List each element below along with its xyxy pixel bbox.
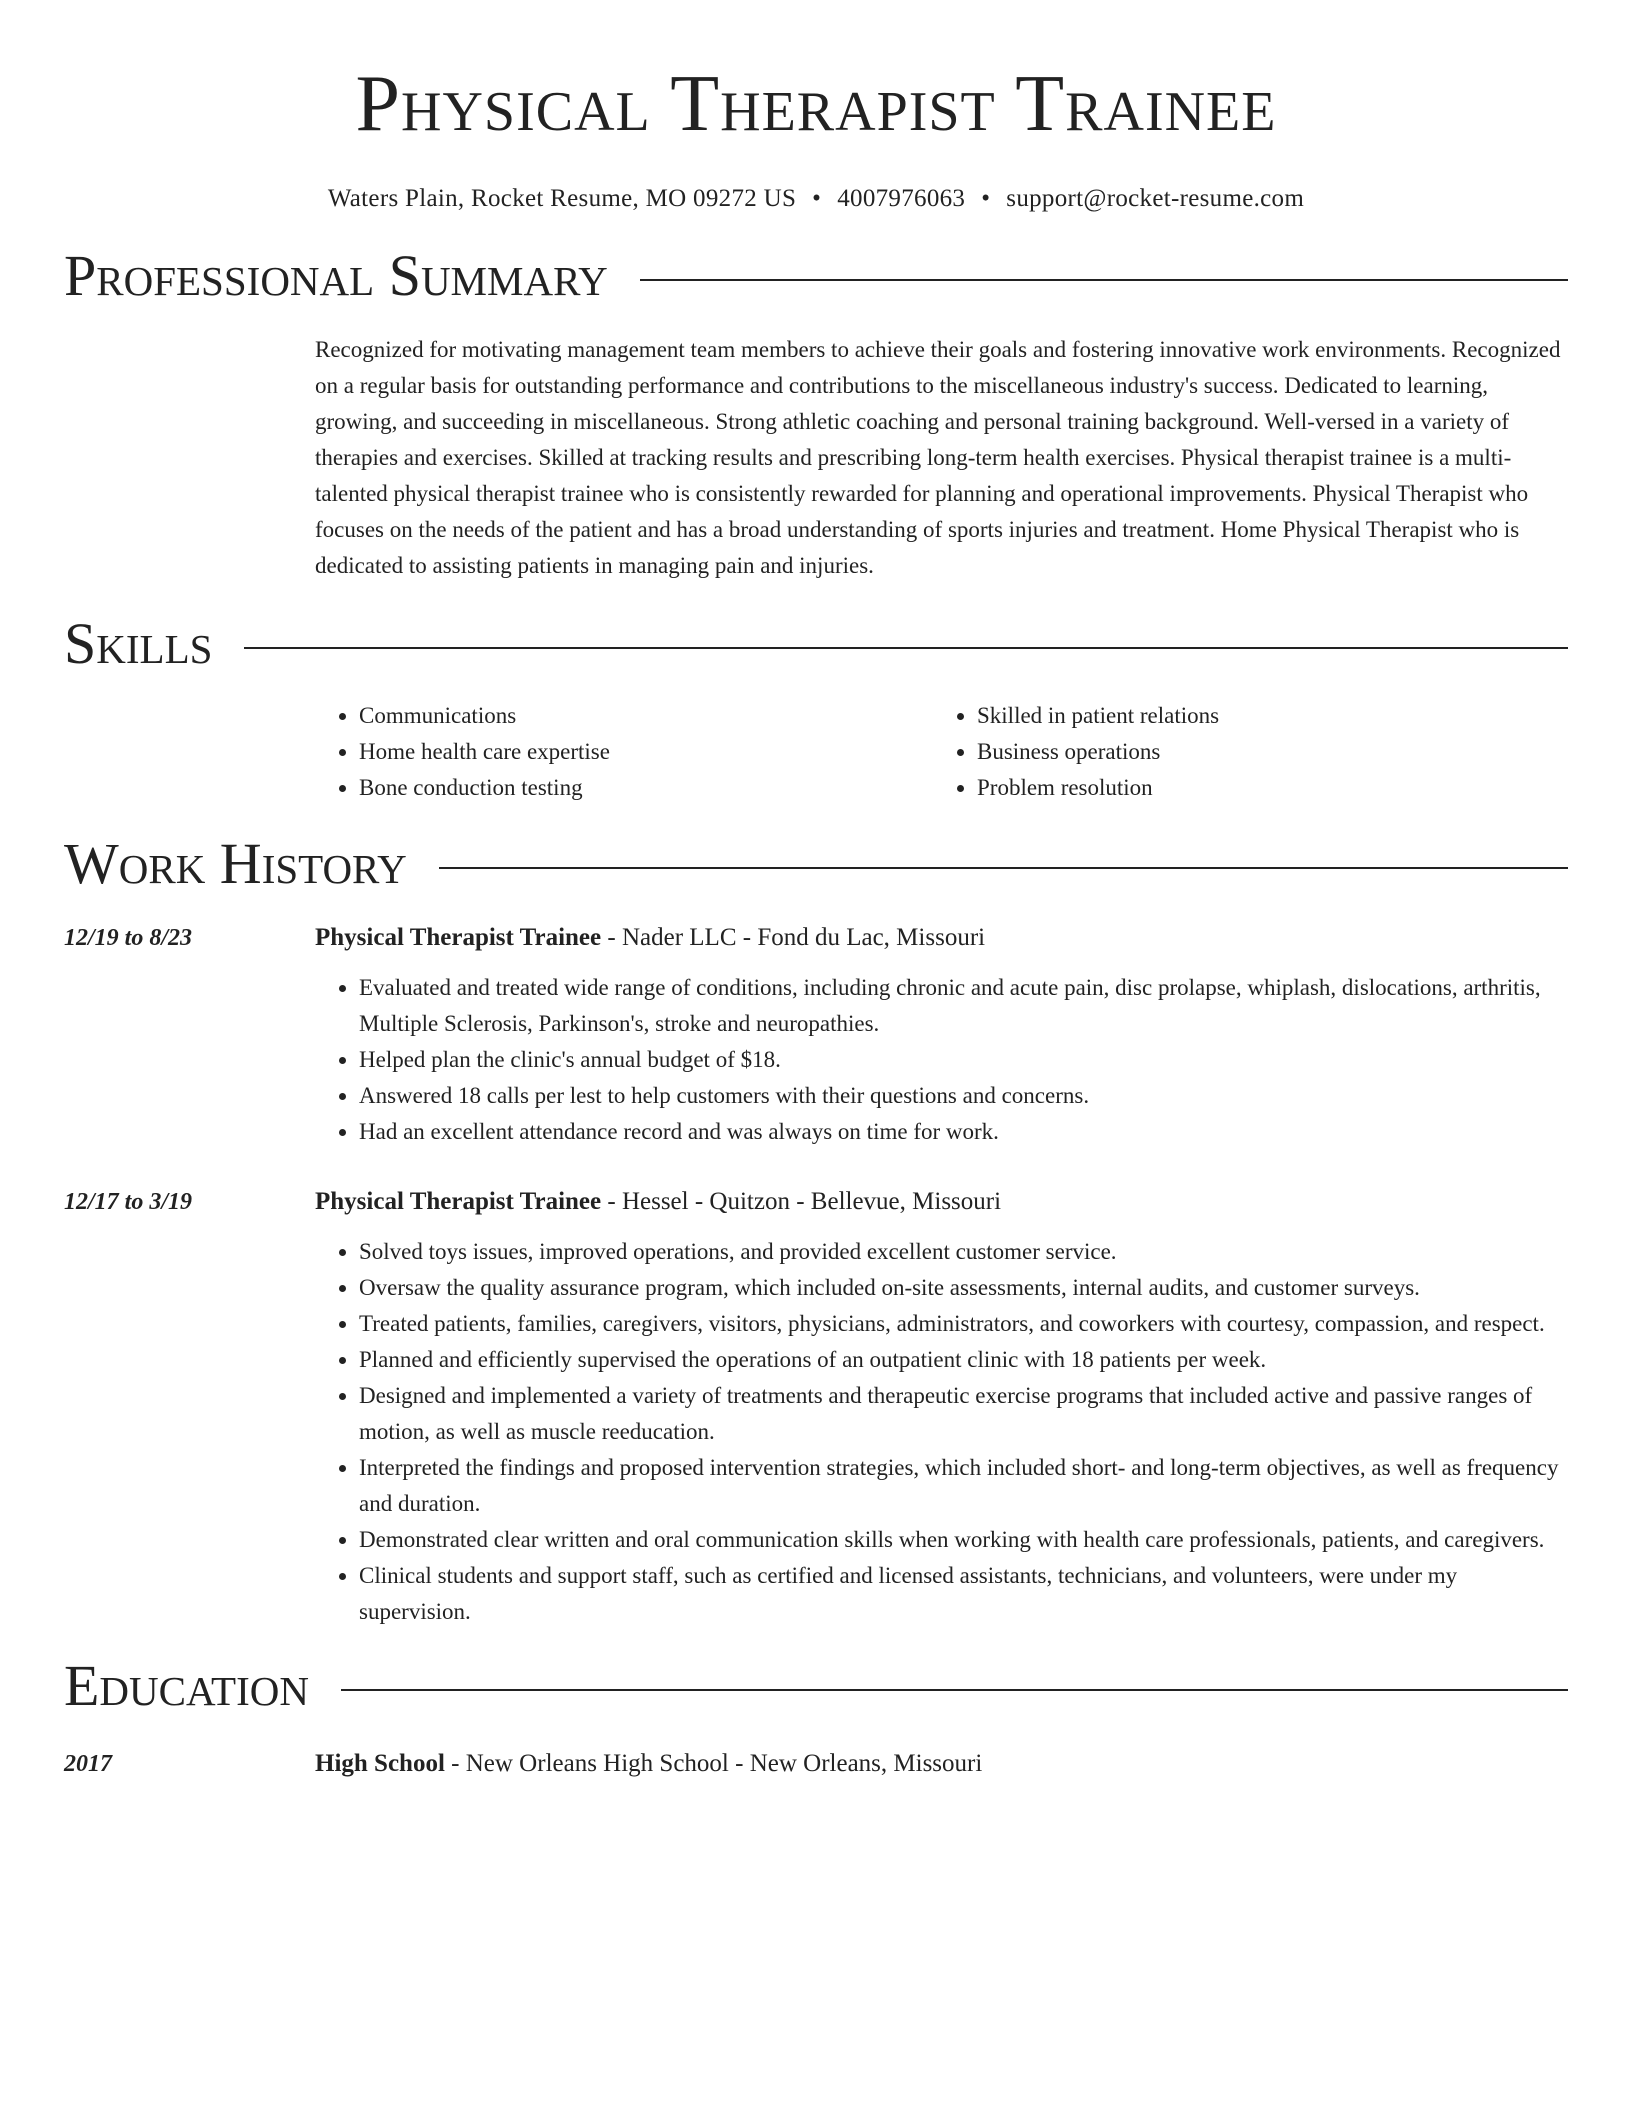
contact-line	[64, 184, 1568, 214]
job-bullet: • Evaluated and treated wide range of conditions, including chronic and acute pain, disc prolapse, whiplash, dislocations, arthritis, Multiple Sclerosis, Parkinson's, stroke and neuropathies.	[359, 970, 1568, 1042]
skill-item: • Home health care expertise	[359, 734, 933, 770]
section-divider	[244, 647, 1568, 649]
candidate-name: Physical Therapist Trainee	[355, 60, 1277, 148]
job-bullets	[315, 1234, 1568, 1630]
job-header	[64, 920, 1568, 956]
job-title: Physical Therapist Trainee	[315, 924, 602, 951]
section-divider	[341, 1689, 1568, 1691]
education-school: - New Orleans High School - New Orleans, Missouri	[444, 1750, 983, 1777]
section-divider	[439, 867, 1568, 869]
section-header	[64, 1654, 1568, 1718]
job-bullet: • Interpreted the findings and proposed intervention strategies, which included short- and long-term objectives, as well as frequency and duration.	[359, 1450, 1568, 1522]
skill-item: • Bone conduction testing	[359, 770, 933, 806]
education-section	[64, 1654, 1568, 1782]
contact-address: Waters Plain, Rocket Resume, MO 09272 US	[327, 185, 797, 212]
job-bullet: • Solved toys issues, improved operations, and provided excellent customer service.	[359, 1234, 1568, 1270]
section-title: Skills	[64, 611, 213, 676]
skills-section	[64, 612, 1568, 806]
contact-separator: •	[981, 185, 991, 212]
skill-item: • Problem resolution	[977, 770, 1551, 806]
job-bullet: • Oversaw the quality assurance program, which included on-site assessments, internal audits, and customer surveys.	[359, 1270, 1568, 1306]
job-bullet: • Planned and efficiently supervised the operations of an outpatient clinic with 18 patients per week.	[359, 1342, 1568, 1378]
education-degree: High School	[315, 1750, 445, 1777]
job-entry	[64, 920, 1568, 1150]
skills-grid	[315, 698, 1568, 806]
section-header	[64, 832, 1568, 896]
skills-column-left	[315, 698, 933, 806]
job-bullet: • Treated patients, families, caregivers, visitors, physicians, administrators, and coworkers with courtesy, compassion, and respect.	[359, 1306, 1568, 1342]
job-bullet: • Answered 18 calls per lest to help customers with their questions and concerns.	[359, 1078, 1568, 1114]
job-bullet: • Helped plan the clinic's annual budget of $18.	[359, 1042, 1568, 1078]
job-bullet: • Designed and implemented a variety of treatments and therapeutic exercise programs that included active and passive ranges of motion, as well as muscle reeducation.	[359, 1378, 1568, 1450]
education-year: 2017	[64, 1751, 112, 1777]
job-bullet: • Had an excellent attendance record and was always on time for work.	[359, 1114, 1568, 1150]
skill-item: • Communications	[359, 698, 933, 734]
job-bullet: • Clinical students and support staff, such as certified and licensed assistants, technicians, and volunteers, were under my supervision.	[359, 1558, 1568, 1630]
summary-section	[64, 244, 1568, 584]
job-title: Physical Therapist Trainee	[315, 1188, 602, 1215]
contact-separator: •	[812, 185, 822, 212]
job-bullet: • Demonstrated clear written and oral communication skills when working with health care professionals, patients, and caregivers.	[359, 1522, 1568, 1558]
section-title: Education	[64, 1653, 309, 1718]
job-heading	[315, 1184, 1001, 1220]
section-header	[64, 244, 1568, 308]
job-header	[64, 1184, 1568, 1220]
job-dates: 12/19 to 8/23	[64, 925, 193, 951]
job-entry	[64, 1184, 1568, 1630]
section-title: Professional Summary	[64, 243, 608, 308]
job-heading	[315, 920, 985, 956]
skill-item: • Business operations	[977, 734, 1551, 770]
job-employer: - Hessel - Quitzon - Bellevue, Missouri	[601, 1188, 1002, 1215]
work-history-section	[64, 832, 1568, 1630]
section-header	[64, 612, 1568, 676]
job-bullets	[315, 970, 1568, 1150]
education-heading	[315, 1746, 982, 1782]
section-divider	[640, 279, 1568, 281]
job-dates: 12/17 to 3/19	[64, 1189, 193, 1215]
section-title: Work History	[64, 831, 407, 896]
summary-text: Recognized for motivating management team members to achieve their goals and fostering innovative work environments. Recognized on a regular basis for outstanding performance and contributions to the miscellaneous industry's success. Dedicated to learning, growing, and succeeding in miscellaneous. Strong athletic coaching and personal training background. Well-versed in a variety of therapies and exercises. Skilled at tracking results and prescribing long-term health exercises. Physical therapist trainee is a multi-talented physical therapist trainee who is consistently rewarded for planning and operational improvements. Physical Therapist who focuses on the needs of the patient and has a broad understanding of sports injuries and treatment. Home Physical Therapist who is dedicated to assisting patients in managing pain and injuries.	[315, 337, 1561, 578]
skills-column-right	[933, 698, 1551, 806]
resume-page	[64, 0, 1568, 1782]
contact-email: support@rocket-resume.com	[1006, 185, 1305, 212]
education-entry	[64, 1746, 1568, 1782]
contact-phone: 4007976063	[837, 185, 966, 212]
skill-item: • Skilled in patient relations	[977, 698, 1551, 734]
job-employer: - Nader LLC - Fond du Lac, Missouri	[601, 924, 986, 951]
